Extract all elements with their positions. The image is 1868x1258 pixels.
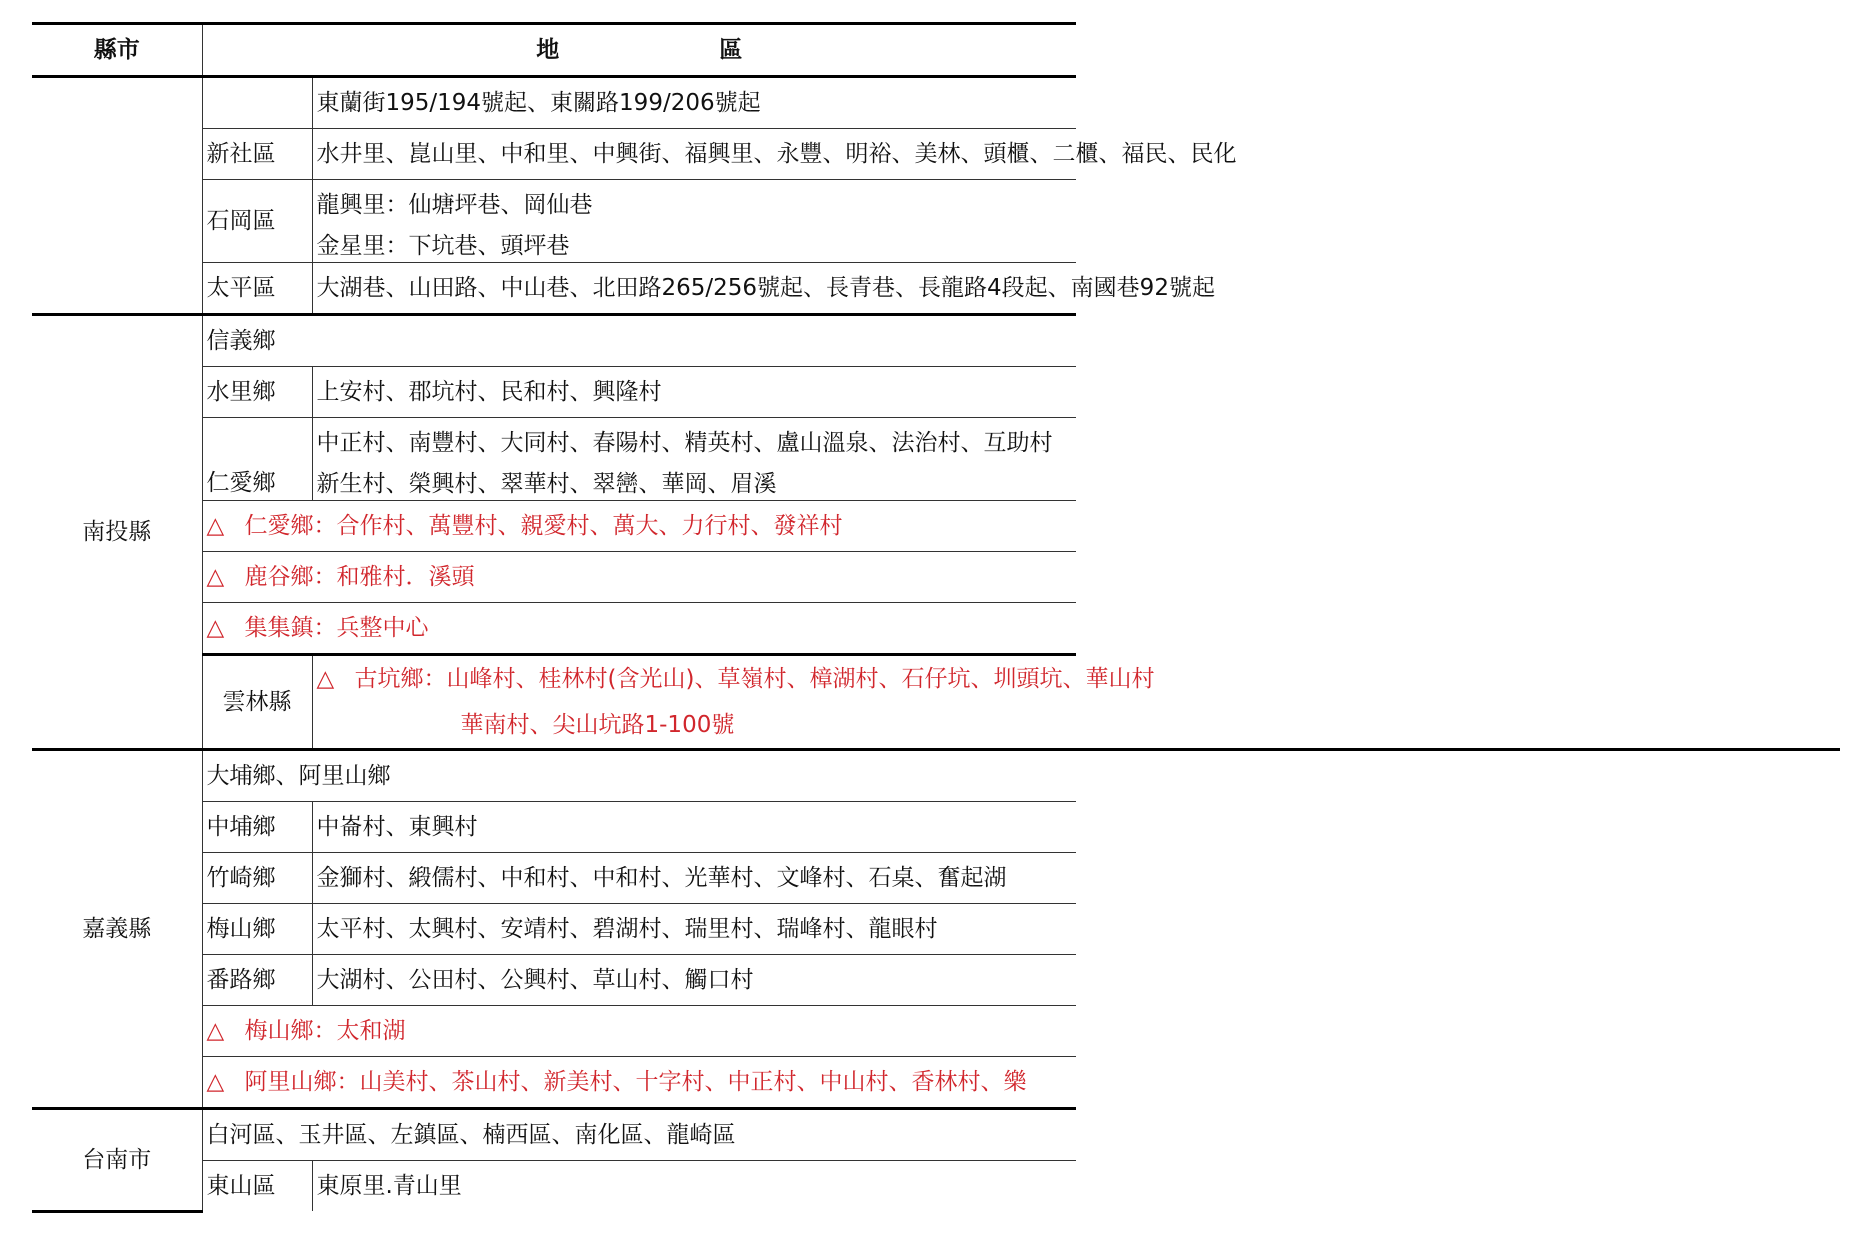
area-column-header	[202, 24, 1076, 77]
area-cell: 東原里.青山里	[316, 1173, 462, 1199]
table-row	[32, 418, 1840, 469]
table-row	[32, 77, 1840, 129]
table-row	[32, 180, 1840, 231]
district-cell: 石岡區	[202, 180, 312, 263]
note-text: 仁愛鄉：合作村、萬豐村、親愛村、萬大、力行村、發祥村	[244, 513, 843, 539]
table-row	[32, 263, 1840, 315]
table-row	[32, 1057, 1840, 1109]
note-text: 梅山鄉：太和湖	[244, 1018, 406, 1044]
note-text: 古坑鄉：山峰村、桂林村(含光山)、草嶺村、樟湖村、石仔坑、圳頭坑、華山村	[354, 666, 1155, 692]
triangle-icon: △	[206, 615, 225, 641]
district-cell: 東山區	[202, 1161, 312, 1212]
district-cell: 梅山鄉	[202, 904, 312, 955]
triangle-icon: △	[206, 1069, 225, 1095]
county-cell: 台南市	[32, 1109, 202, 1212]
area-cell: 中崙村、東興村	[312, 802, 1076, 853]
table-row	[32, 904, 1840, 955]
county-cell-blank	[32, 77, 202, 315]
table-row	[32, 315, 1840, 367]
district-cell: 新社區	[202, 129, 312, 180]
county-cell: 嘉義縣	[32, 750, 202, 1109]
triangle-icon: △	[206, 564, 225, 590]
table-row	[32, 501, 1840, 552]
district-cell: 仁愛鄉	[202, 418, 312, 501]
note-text: 集集鎮：兵整中心	[244, 615, 429, 641]
note-cell	[202, 1057, 1076, 1109]
table-header-row	[32, 24, 1840, 77]
area-cell: 新生村、榮興村、翠華村、翠巒、華岡、眉溪	[312, 468, 1076, 501]
table-row	[32, 853, 1840, 904]
table-row	[32, 1161, 1840, 1212]
note-text: 阿里山鄉：山美村、茶山村、新美村、十字村、中正村、中山村、香林村、樂	[244, 1069, 1027, 1095]
triangle-icon: △	[206, 513, 225, 539]
table-row	[32, 1109, 1840, 1161]
area-cell: 太平村、太興村、安靖村、碧湖村、瑞里村、瑞峰村、龍眼村	[312, 904, 1076, 955]
note-text: 華南村、尖山坑路1-100號	[460, 712, 735, 738]
district-cell: 水里鄉	[202, 367, 312, 418]
area-cell: 水井里、崑山里、中和里、中興街、福興里、永豐、明裕、美林、頭櫃、二櫃、福民、民化	[312, 129, 1076, 180]
district-cell: 番路鄉	[202, 955, 312, 1006]
area-cell: 金獅村、緞儒村、中和村、中和村、光華村、文峰村、石桌、奮起湖	[312, 853, 1076, 904]
region-table	[32, 22, 1840, 1213]
note-cell	[312, 655, 1840, 750]
table-row	[32, 655, 1840, 750]
table-row	[32, 367, 1840, 418]
note-cell	[202, 603, 1076, 655]
area-cell: 大湖村、公田村、公興村、草山村、觸口村	[312, 955, 1076, 1006]
table-row	[32, 603, 1840, 655]
county-cell: 南投縣	[32, 315, 202, 750]
district-cell: 中埔鄉	[202, 802, 312, 853]
table-row	[32, 955, 1840, 1006]
area-header-char-2: 區	[719, 37, 743, 63]
table-row	[32, 802, 1840, 853]
county-cell: 雲林縣	[202, 655, 312, 750]
table-row	[32, 552, 1840, 603]
area-cell: 上安村、郡坑村、民和村、興隆村	[312, 367, 1076, 418]
area-cell: 大湖巷、山田路、中山巷、北田路265/256號起、長青巷、長龍路4段起、南國巷92號起	[312, 263, 1076, 315]
district-cell: 太平區	[202, 263, 312, 315]
note-cell	[202, 552, 1076, 603]
area-cell: 龍興里：仙塘坪巷、岡仙巷	[316, 192, 593, 218]
triangle-icon: △	[206, 1018, 225, 1044]
triangle-icon: △	[316, 666, 335, 692]
table-row	[32, 750, 1840, 802]
area-header-char-1: 地	[536, 37, 560, 63]
county-column-header: 縣市	[32, 24, 202, 77]
note-cell	[202, 1006, 1076, 1057]
area-cell: 金星里：下坑巷、頭坪巷	[312, 230, 1076, 263]
table-row	[32, 129, 1840, 180]
area-cell: 大埔鄉、阿里山鄉	[202, 750, 1076, 802]
district-cell-blank	[202, 77, 312, 129]
area-cell: 東蘭街195/194號起、東關路199/206號起	[312, 77, 1076, 129]
note-line	[317, 712, 1837, 738]
area-cell: 信義鄉	[202, 315, 1076, 367]
note-cell	[202, 501, 1076, 552]
note-line	[317, 666, 1837, 692]
district-cell: 竹崎鄉	[202, 853, 312, 904]
table-row	[32, 1006, 1840, 1057]
area-cell: 中正村、南豐村、大同村、春陽村、精英村、盧山溫泉、法治村、互助村	[316, 430, 1053, 456]
note-text: 鹿谷鄉：和雅村．溪頭	[244, 564, 475, 590]
area-cell: 白河區、玉井區、左鎮區、楠西區、南化區、龍崎區	[202, 1109, 1076, 1161]
